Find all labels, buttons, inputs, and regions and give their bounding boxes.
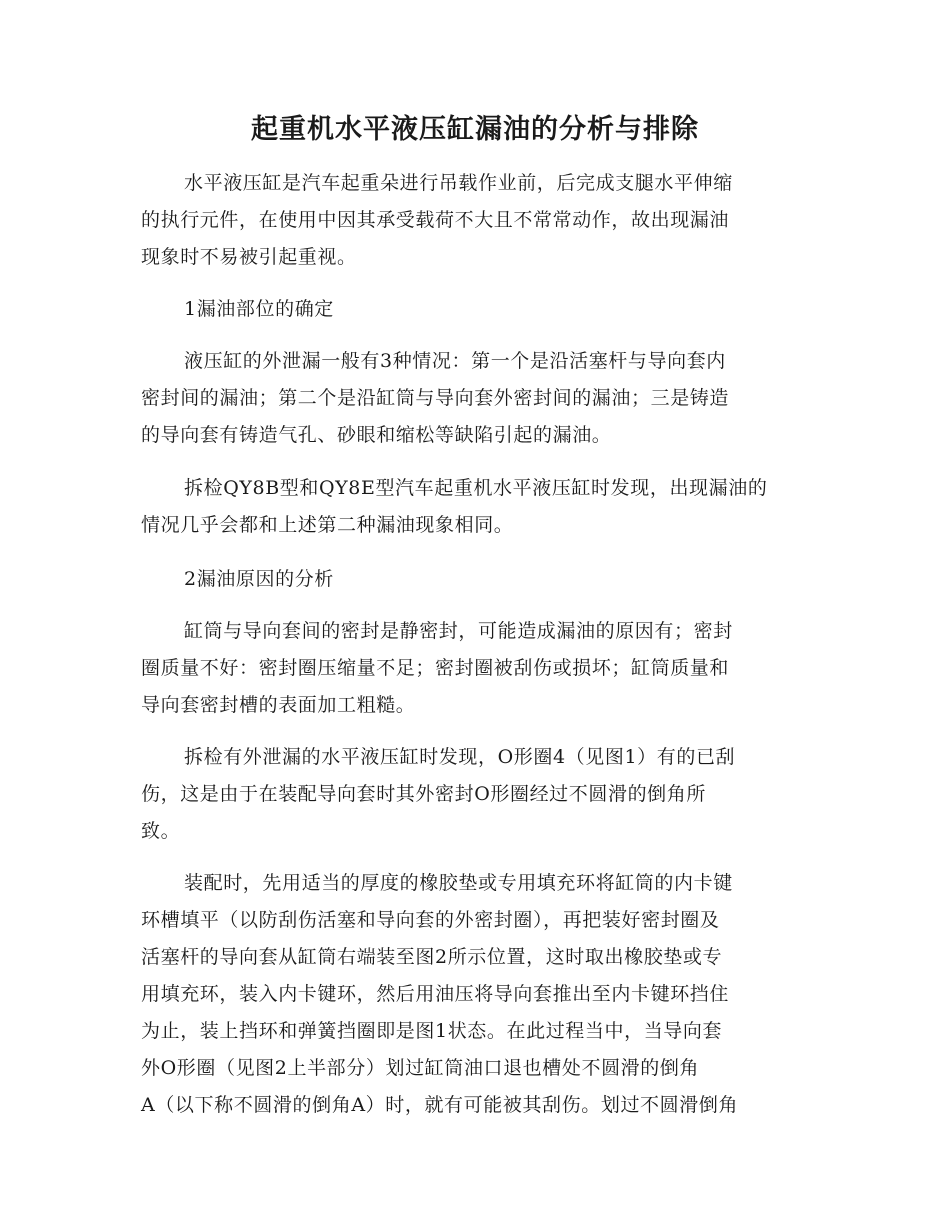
text-line: 环槽填平（以防刮伤活塞和导向套的外密封圈），再把装好密封圈及 — [141, 909, 720, 931]
paragraph-causes — [141, 613, 813, 724]
text-line: 装配时，先用适当的厚度的橡胶垫或专用填充环将缸筒的内卡键 — [184, 872, 733, 894]
text-line: 1漏油部位的确定 — [184, 298, 334, 320]
text-line: 用填充环，装入内卡键环，然后用油压将导向套推出至内卡键环挡住 — [141, 983, 730, 1005]
text-line: 致。 — [141, 820, 181, 842]
text-line: 导向套密封槽的表面加工粗糙。 — [141, 694, 416, 716]
text-line: 的导向套有铸造气孔、砂眼和缩松等缺陷引起的漏油。 — [141, 424, 612, 446]
text-line: 的执行元件，在使用中因其承受载荷不大且不常常动作，故出现漏油 — [141, 209, 730, 231]
text-line: 为止，装上挡环和弹簧挡圈即是图1状态。在此过程当中，当导向套 — [141, 1020, 723, 1042]
section-heading-2 — [141, 561, 813, 598]
text-line: 拆检有外泄漏的水平液压缸时发现，O形圈4（见图1）有的已刮 — [184, 746, 736, 768]
text-line: 拆检QY8B型和QY8E型汽车起重机水平液压缸时发现，出现漏油的 — [184, 477, 768, 499]
text-line: 密封间的漏油；第二个是沿缸筒与导向套外密封间的漏油；三是铸造 — [141, 387, 730, 409]
paragraph-o-ring — [141, 739, 813, 850]
text-line: 2漏油原因的分析 — [184, 568, 334, 590]
text-line: 水平液压缸是汽车起重朵进行吊载作业前，后完成支腿水平伸缩 — [184, 172, 733, 194]
paragraph-inspection — [141, 470, 813, 544]
text-line: A（以下称不圆滑的倒角A）时，就有可能被其刮伤。划过不圆滑倒角 — [141, 1094, 739, 1116]
document-title: 起重机水平液压缸漏油的分析与排除 — [251, 114, 699, 145]
text-line: 活塞杆的导向套从缸筒右端装至图2所示位置，这时取出橡胶垫或专 — [141, 946, 723, 968]
text-line: 外O形圈（见图2上半部分）划过缸筒油口退也槽处不圆滑的倒角 — [141, 1057, 700, 1079]
text-line: 圈质量不好：密封圈压缩量不足；密封圈被刮伤或损坏；缸筒质量和 — [141, 657, 730, 679]
text-line: 情况几乎会都和上述第二种漏油现象相同。 — [141, 514, 514, 536]
paragraph-assembly — [141, 865, 813, 1124]
paragraph-intro — [141, 165, 813, 276]
text-line: 缸筒与导向套间的密封是静密封，可能造成漏油的原因有；密封 — [184, 620, 733, 642]
paragraph-leak-types — [141, 343, 813, 454]
text-line: 现象时不易被引起重视。 — [141, 246, 357, 268]
text-line: 液压缸的外泄漏一般有3种情况：第一个是沿活塞杆与导向套内 — [184, 350, 726, 372]
section-heading-1 — [141, 291, 813, 328]
text-line: 伤，这是由于在装配导向套时其外密封O形圈经过不圆滑的倒角所 — [141, 783, 706, 805]
